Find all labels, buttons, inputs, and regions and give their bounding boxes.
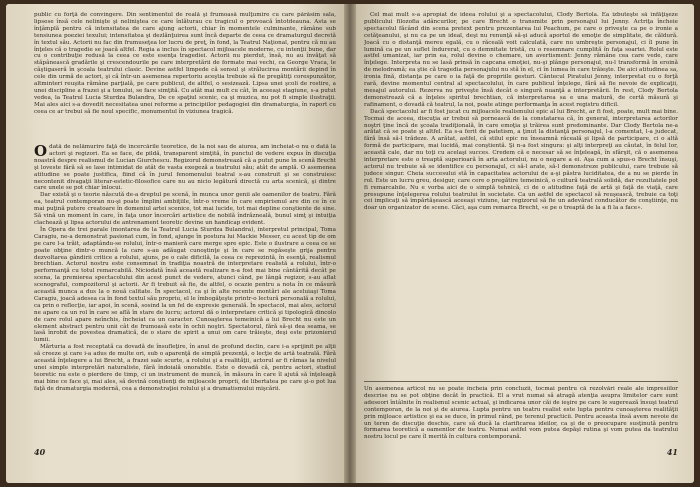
left-para-3: În Opera de trei parale (montarea de la Teatrul Lucia Sturdza Bulandra), interpretul principal, Toma Caragiu, ne-a demonstrat pasionat cum, în fond, ajunge în postura lui Mackie Messer, cu acest tip de om pe care l-a trăit, adaptându-se rolului, într-o manieră care merge spre epic. Este o ilustrare a ceea ce se poate obţine dintr-o muncă la care s-au adăugat cunoştinţe şi în care se regăseşte grija pentru dezvoltarea gândirii critice a rolului, ajuns, pe o cale dificilă, la ceea ce reprezintă, în esenţă, realismul brechtian. Actorul nostru este consemnat în tradiţia noastră de interpretare realistă a rolului, într-o performanţă cu totul remarcabilă. Niciodată însă această realizare n-a fost mai bine cântărită decât pe scena, la premierea spectacolului din acest punct de vedere, atunci când, pe lângă regizor, s-au aflat scenograful, compozitorul şi actorii. Ar fi trebuit să fie, de altfel, o ocazie pentru a nota în ce măsură această munca a dus la o nouă calitate. În spectacol, ca şi în alte recente montări ale aceluiaşi Toma Caragiu, joacă adesea ca în fond textul său propriu, el le îmbogăţeşte printr-o lectură personală a rolului, ca prin o reflecţie, iar apoi, în scenă, sosind la un fel de expresie generală. În spectacol, mai ales, actorul ne apare ca un rol în care se află în stare de lucru; actorul dă o interpretare critică şi tipologică dincolo de care rolul apare neînchis, încheiat ca un caracter. Cunoaşterea temeinică a lui Brecht nu este un element abstract pentru unii cât de frumoasă este în ochii noştri. Spectatorul, fără să-şi dea seama, se lasă înrobit de povestea dramatică, de o stare de spirit a unui om care trăieşte, deşi este prizonierul lumii. [34, 226, 336, 344]
left-para-4: Mărturia a fost receptată ca dovadă de însufleţire, în anul de profund declin, care i-a sprijinit pe alţii să creeze şi care i-a adus de multe ori, sub o aparenţă de simplă prezenţă, o lecţie de artă teatrală. Fără această înţelegere a lui Brecht, a frazei sale scurte, a rolului şi a realităţii, actorul ar fi rămas la nivelul unei simple interpretări naturaliste, fără îndoială onorabile. Este o dovadă că, pentru actori, studiul teoretic nu este o pierdere de timp, ci un instrument de muncă, în măsura în care îl ajută să înţeleagă mai bine ce face şi, mai ales, să devină conştienţi de mijloacele proprii, de libertatea pe care şi-o pot lua faţă de dramaturgia modernă, cea a demonstraţiei rolului şi a dramatismului mişcării. [34, 344, 336, 392]
left-page-number: 40 [34, 447, 46, 457]
right-para-2: Dacă spectacolul ar fi fost jucat cu mijloacele realismului epic al lui Brecht, ar fi fost, poate, mult mai bine. Tocmai de aceea, discuţia ar trebui să pornească de la constatarea că, în general, interpretarea actorilor noştri ţine încă de şcoala tradiţională, în care emoţia şi trăirea sunt predominante. Dar Clody Bertola ne-a arătat că se poate şi altfel. Ea s-a ferit de patetism, a ţinut la distanţă personajul, l-a comentat, l-a judecat, fără însă să-l trădeze. A arătat, astfel, că stilul epic nu înseamnă răceală şi lipsă de participare, ci o altă formă de participare, mai lucidă, mai conştientă. Şi n-a fost singura: şi alţi interpreţi au căutat, în felul lor, această cale, dar nu toţi cu acelaşi succes. Credem că e necesar să se înţeleagă, în sfârşit, că o asemenea interpretare este o treaptă superioară în arta actorului, nu o negare a ei. Aşa cum a spus-o Brecht însuşi, actorul nu trebuie să se identifice cu personajul, ci să-l arate, să-l demonstreze publicului, care trebuie să judece singur. Cheia succesului stă în capacitatea actorului de a-şi păstra luciditatea, de a nu se pierde în rol. Este un lucru greu, desigur, care cere o pregătire temeinică, o cultură teatrală solidă, dar rezultatele pot fi remarcabile. Nu e vorba aici de o simplă tehnică, ci de o atitudine faţă de artă şi faţă de viaţă, care presupune înţelegerea rolului teatrului în societate. Ca un astfel de spectacol să reuşească, trebuie ca toţi cei implicaţi să împărtăşească aceeaşi viziune, iar regizorul să fie un adevărat conducător de conştiinţe, nu doar un organizator de scene. Căci, aşa cum remarca Brecht, «e pe o treaptă de la a fi la a face». [364, 108, 678, 212]
right-page-number: 41 [666, 447, 678, 457]
right-top-text [364, 12, 678, 376]
left-top-text: public cu forţă de convingere. Din sentimentul de reală şi frumoasă mulţumire cu care părăsim sala, lipsese însă cele nelinişte şi neliniştea ce care înlăturau cu tragicul o provoacă întotdeauna. Asta se înţâmplă pentru că intensitatea de care ajung actorii, chiar în momentele culminante, rămâne sub tensiunea poeziei texului; intensitatea şi dezlănţuirea sunt încă departe de ceea ce dramaturgul decretă în textul său. Actorii nu fac din frumuseţea lor lucru de preţ, în fond, la Teatrul Naţional, pentru că nu au înţeles că o tragedie se joacă altfel. Regia a inclus în spectacol mijloacele moderne, cu intenţii bune, dar cu o contribuţie redusă la ceea ce este esenţa tragediei. Actorii nu pierdut, însă, nu au învăţat să stăpânească gradările şi crescendourile pe care interpretării de formate mai vechi, ca George Vraca, le câştigaseră în şcoala teatrului clasic. Devine astfel limpede că sensul şi strălucirea montării depind în cele din urmă de actori, şi că într-un asemenea repertoriu aceştia trebuie să fie pregătiţi corespunzător, altminteri reuşita rămâne parţială, pe care publicul, de altfel, o sesizează. Lipsa unei şcoli de rostire, a unei discipline a frazei şi a tonului, se face simţită. Cu atât mai mult cu cât, în aceeaşi stagiune, s-a putut vedea, la Teatrul Lucia Sturdza Bulandra, De ce spaţiul scenic, ca şi muzica, nu pot fi simple ilustraţii. Mai ales aici s-a dovedit necesitatea unei reforme a principiilor pedagogiei din dramaturgia, în raport cu ceea ce ar trebui să fie noul specific, monumentul în viziunea tragică. [34, 12, 336, 115]
book-spread [6, 4, 694, 483]
right-para-1: Cel mai mult s-a apropiat de ideea rolului şi a spectacolului, Clody Bertola. Ea izbuteşte să înfăţişeze publicului filozofia adâncurilor, pe care Brecht o transmite prin personajul lui Jenny. Actriţa încheie spectacolul făcând din scena pretext pentru prezentarea lui Peachum, pe care o priveşte ca pe o ironie a cetăţeanului, şi nu ca pe un ideal, deşi nu renunţă să-şi aducă aportul de emoţie de simplitate, de căldură. Joacă cu o distanţă mereu egală, cu o răceală voit calculată, care nu umbreşte personajul, ci îl pune în lumină ca pe un suflet îndurerat, cu o demnitate tristă, cu o resemnare cumplită în faţa soartei. Rolul este astfel umanizat, iar prin ea, rolul devine o chemare, un avertisment: Jenny rămâne cea care vede, care înţelege. Interpreta nu se lasă prinsă în capcana emoţiei, nu-şi plânge personajul, nu-l transformă în eroină de melodramă; ea ştie că tragedia personajului nu stă în el, ci în lumea în care trăieşte. De aici atitudinea sa, ironia fină, distanţa pe care o ia faţă de propriile gesturi. Cântecul Piratului Jenny, interpretat cu o forţă rară, devine momentul central al spectacolului, în care publicul înţelege, fără să fie nevoie de explicaţii, mesajul autorului. Rezerva nu priveşte însă decât o singură nuanţă a interpretării. În rest, Clody Bertola demonstrează că a înţeles spiritul brechtian, că interpretarea sa e una matură, de certă măsură şi rafinament, o dovadă că teatrul, la noi, poate atinge performanţa în acest registru dificil. [364, 12, 678, 108]
right-bottom-text [364, 386, 678, 442]
book-gutter [344, 4, 356, 483]
right-para-3: Un asemenea articol nu se poate încheia prin concluzii, tocmai pentru că rezolvări reale ale impresiilor descrise nu se pot obţine decât în practică. El a vrut numai să atragă atenţia asupra limitelor care sunt adeseori întâlnite în realismul scenic actual, şi indicarea unor căi de ieşire pe care le sugerează însuşi teatrul contemporan, de la noi şi de aiurea. Lupta pentru un teatru realist este lupta pentru cunoaşterea realităţii prin mijloace artistice şi ea se duce, în primul rând, pe terenul practicii. Pentru aceasta însă avem nevoie de un teren de discuţie deschis, care să ducă la clarificarea ideilor, ca şi de o preocupare susţinută pentru formarea teoretică a oamenilor de teatru. Numai astfel vom putea depăşi rutina şi vom putea da teatrului nostru locul pe care îl merită în cultura contemporană. [364, 386, 678, 441]
left-page [6, 4, 344, 483]
left-para-1-text: dată de nelămurire faţă de încercările teoretice, de la noi sau de aiurea, am încheiat-o nu o dată la actori şi regizori. Ea se face, de pildă, transparent simţită, în punctul de vedere expus în discuţia noastră despre realismul de Lucian Giurchescu. Regizorul demonstrează că a putut pune în scenă Brecht şi loveste fără să se lase intimidat de atât de vasta exegeză a teatrului său; atât de amplă. O asemenea atitudine se poate justifica, fiind că în jurul fenomenului teatral s-au construit şi se construiesc necontenit divagaţii literar-estetic-filosofice care nu au nicio legătură directă cu arta scenică, şi dintre care unele se pot chiar înlocui. [34, 144, 336, 192]
left-main-text [34, 144, 336, 441]
right-page [356, 4, 694, 483]
left-para-1 [34, 144, 336, 192]
left-top-paragraph [34, 12, 336, 130]
left-para-2: Dar există şi o teorie născută de-a dreptul pe scenă, în munca unor genii ale oamenilor de teatru. Fără ea, teatrul contemporan nu-şi poate împlini ambiţiile, într-o vreme în care empirismul are din ce în ce mai puţină putere creatoare în domeniul artei scenice, tot mai lucide, tot mai depline conştiente de sine. Să vină un moment în care, în faţa unor încercări artistice de nobilă îndrăzneală, bunul simţ şi intuiţia clachează şi lipsa actorului de antrenament teoretic devine un handicap evident. [34, 192, 336, 226]
section-divider [364, 381, 678, 382]
drop-cap: O [34, 144, 48, 160]
